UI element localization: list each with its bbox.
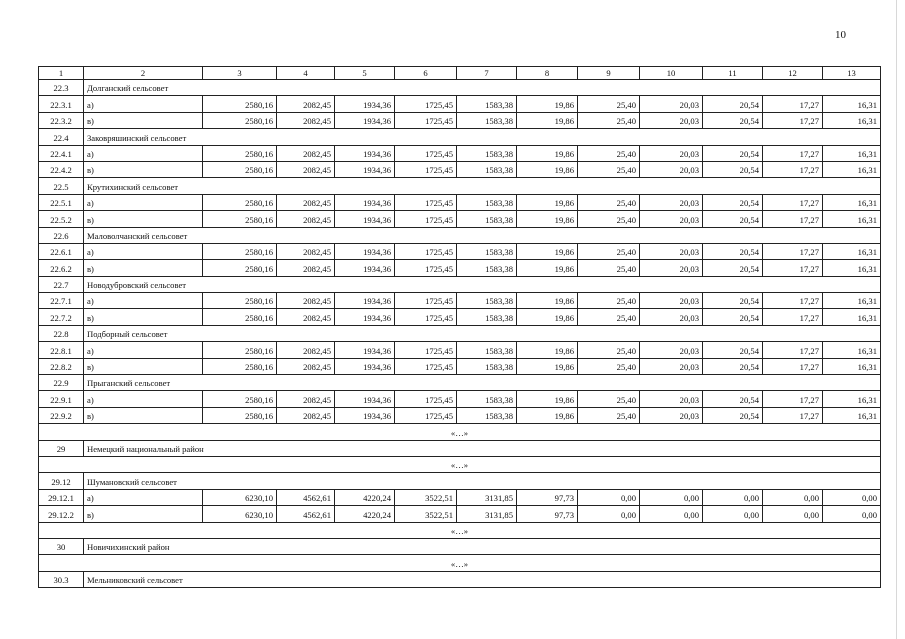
value-cell: 17,27 xyxy=(763,260,823,276)
value-cell: 19,86 xyxy=(517,112,578,128)
section-title: Заковряшинский сельсовет xyxy=(84,129,881,145)
value-cell: 1583,38 xyxy=(457,112,517,128)
value-cell: 2580,16 xyxy=(203,112,277,128)
value-cell: 2580,16 xyxy=(203,293,277,309)
omission-mark: «…» xyxy=(39,456,881,472)
value-cell: 17,27 xyxy=(763,161,823,177)
table-row xyxy=(39,112,881,128)
value-cell: 17,27 xyxy=(763,309,823,325)
row-mark: в) xyxy=(84,260,203,276)
value-cell: 0,00 xyxy=(763,506,823,522)
value-cell: 1583,38 xyxy=(457,342,517,358)
value-cell: 25,40 xyxy=(578,96,640,112)
row-code: 22.3.1 xyxy=(39,96,84,112)
value-cell: 2082,45 xyxy=(277,145,335,161)
value-cell: 3131,85 xyxy=(457,506,517,522)
value-cell: 1583,38 xyxy=(457,407,517,423)
value-cell: 25,40 xyxy=(578,243,640,259)
value-cell: 2082,45 xyxy=(277,407,335,423)
value-cell: 19,86 xyxy=(517,211,578,227)
value-cell: 17,27 xyxy=(763,194,823,210)
table-row xyxy=(39,96,881,112)
value-cell: 20,03 xyxy=(640,145,703,161)
omission-mark: «…» xyxy=(39,522,881,538)
value-cell: 1934,36 xyxy=(335,112,395,128)
value-cell: 19,86 xyxy=(517,407,578,423)
value-cell: 1725,45 xyxy=(395,260,457,276)
value-cell: 1583,38 xyxy=(457,260,517,276)
column-number-2: 2 xyxy=(84,67,203,80)
value-cell: 20,54 xyxy=(703,407,763,423)
value-cell: 1725,45 xyxy=(395,293,457,309)
section-row xyxy=(39,178,881,194)
omission-mark: «…» xyxy=(39,424,881,440)
row-code: 22.9.1 xyxy=(39,391,84,407)
value-cell: 1934,36 xyxy=(335,211,395,227)
value-cell: 3131,85 xyxy=(457,489,517,505)
section-title: Новодубровский сельсовет xyxy=(84,276,881,292)
value-cell: 0,00 xyxy=(578,506,640,522)
value-cell: 2082,45 xyxy=(277,96,335,112)
row-code: 22.6.1 xyxy=(39,243,84,259)
value-cell: 20,03 xyxy=(640,260,703,276)
value-cell: 0,00 xyxy=(763,489,823,505)
row-code: 22.4.2 xyxy=(39,161,84,177)
column-number-8: 8 xyxy=(517,67,578,80)
value-cell: 0,00 xyxy=(703,489,763,505)
value-cell: 20,54 xyxy=(703,309,763,325)
value-cell: 1934,36 xyxy=(335,407,395,423)
section-row xyxy=(39,473,881,489)
value-cell: 1583,38 xyxy=(457,145,517,161)
value-cell: 19,86 xyxy=(517,161,578,177)
value-cell: 2580,16 xyxy=(203,309,277,325)
value-cell: 25,40 xyxy=(578,211,640,227)
value-cell: 1725,45 xyxy=(395,112,457,128)
value-cell: 20,54 xyxy=(703,161,763,177)
column-number-11: 11 xyxy=(703,67,763,80)
value-cell: 20,54 xyxy=(703,211,763,227)
column-number-12: 12 xyxy=(763,67,823,80)
value-cell: 20,03 xyxy=(640,96,703,112)
row-mark: в) xyxy=(84,309,203,325)
value-cell: 1583,38 xyxy=(457,161,517,177)
value-cell: 1725,45 xyxy=(395,243,457,259)
row-mark: в) xyxy=(84,407,203,423)
section-title: Прыганский сельсовет xyxy=(84,375,881,391)
value-cell: 16,31 xyxy=(823,243,881,259)
row-mark: в) xyxy=(84,161,203,177)
value-cell: 1934,36 xyxy=(335,358,395,374)
value-cell: 2580,16 xyxy=(203,161,277,177)
section-code: 29.12 xyxy=(39,473,84,489)
row-code: 22.8.1 xyxy=(39,342,84,358)
value-cell: 1934,36 xyxy=(335,96,395,112)
value-cell: 25,40 xyxy=(578,293,640,309)
value-cell: 20,03 xyxy=(640,358,703,374)
row-mark: а) xyxy=(84,342,203,358)
row-code: 22.5.2 xyxy=(39,211,84,227)
value-cell: 25,40 xyxy=(578,112,640,128)
section-title: Новичихинский район xyxy=(84,538,881,554)
table-row xyxy=(39,489,881,505)
value-cell: 0,00 xyxy=(640,489,703,505)
value-cell: 25,40 xyxy=(578,407,640,423)
table-body xyxy=(39,67,881,588)
value-cell: 16,31 xyxy=(823,358,881,374)
column-number-4: 4 xyxy=(277,67,335,80)
value-cell: 20,54 xyxy=(703,391,763,407)
value-cell: 17,27 xyxy=(763,293,823,309)
value-cell: 20,54 xyxy=(703,260,763,276)
row-mark: в) xyxy=(84,506,203,522)
row-mark: в) xyxy=(84,112,203,128)
value-cell: 1583,38 xyxy=(457,211,517,227)
table-row xyxy=(39,211,881,227)
table-row xyxy=(39,358,881,374)
value-cell: 1934,36 xyxy=(335,161,395,177)
value-cell: 20,54 xyxy=(703,194,763,210)
value-cell: 20,54 xyxy=(703,145,763,161)
section-row xyxy=(39,375,881,391)
row-mark: а) xyxy=(84,96,203,112)
value-cell: 25,40 xyxy=(578,145,640,161)
value-cell: 17,27 xyxy=(763,211,823,227)
column-number-6: 6 xyxy=(395,67,457,80)
value-cell: 3522,51 xyxy=(395,506,457,522)
section-title: Крутихинский сельсовет xyxy=(84,178,881,194)
value-cell: 1725,45 xyxy=(395,161,457,177)
value-cell: 19,86 xyxy=(517,309,578,325)
value-cell: 2082,45 xyxy=(277,358,335,374)
value-cell: 16,31 xyxy=(823,96,881,112)
column-number-3: 3 xyxy=(203,67,277,80)
value-cell: 1583,38 xyxy=(457,194,517,210)
value-cell: 16,31 xyxy=(823,145,881,161)
row-code: 29.12.2 xyxy=(39,506,84,522)
section-row xyxy=(39,440,881,456)
value-cell: 1583,38 xyxy=(457,391,517,407)
value-cell: 4220,24 xyxy=(335,489,395,505)
row-code: 22.5.1 xyxy=(39,194,84,210)
value-cell: 0,00 xyxy=(578,489,640,505)
value-cell: 4220,24 xyxy=(335,506,395,522)
value-cell: 2082,45 xyxy=(277,260,335,276)
value-cell: 0,00 xyxy=(823,489,881,505)
column-number-1: 1 xyxy=(39,67,84,80)
section-code: 22.3 xyxy=(39,80,84,96)
value-cell: 17,27 xyxy=(763,391,823,407)
table-row xyxy=(39,309,881,325)
value-cell: 20,54 xyxy=(703,358,763,374)
value-cell: 20,03 xyxy=(640,194,703,210)
value-cell: 2580,16 xyxy=(203,243,277,259)
value-cell: 16,31 xyxy=(823,407,881,423)
table-row xyxy=(39,243,881,259)
table-row xyxy=(39,293,881,309)
value-cell: 20,03 xyxy=(640,211,703,227)
section-title: Мельниковский сельсовет xyxy=(84,571,881,587)
value-cell: 16,31 xyxy=(823,309,881,325)
section-row xyxy=(39,227,881,243)
column-number-9: 9 xyxy=(578,67,640,80)
row-mark: а) xyxy=(84,243,203,259)
value-cell: 1725,45 xyxy=(395,358,457,374)
value-cell: 19,86 xyxy=(517,391,578,407)
section-code: 29 xyxy=(39,440,84,456)
value-cell: 3522,51 xyxy=(395,489,457,505)
value-cell: 20,03 xyxy=(640,161,703,177)
section-title: Подборный сельсовет xyxy=(84,325,881,341)
section-row xyxy=(39,129,881,145)
value-cell: 97,73 xyxy=(517,506,578,522)
value-cell: 2082,45 xyxy=(277,342,335,358)
row-code: 22.9.2 xyxy=(39,407,84,423)
value-cell: 16,31 xyxy=(823,211,881,227)
row-mark: а) xyxy=(84,194,203,210)
table-row xyxy=(39,260,881,276)
value-cell: 2580,16 xyxy=(203,260,277,276)
value-cell: 97,73 xyxy=(517,489,578,505)
value-cell: 0,00 xyxy=(640,506,703,522)
value-cell: 2580,16 xyxy=(203,342,277,358)
row-code: 22.8.2 xyxy=(39,358,84,374)
value-cell: 1725,45 xyxy=(395,194,457,210)
value-cell: 1934,36 xyxy=(335,293,395,309)
value-cell: 20,03 xyxy=(640,112,703,128)
value-cell: 1583,38 xyxy=(457,358,517,374)
value-cell: 20,03 xyxy=(640,309,703,325)
row-mark: в) xyxy=(84,358,203,374)
value-cell: 20,03 xyxy=(640,243,703,259)
value-cell: 25,40 xyxy=(578,260,640,276)
value-cell: 16,31 xyxy=(823,260,881,276)
value-cell: 25,40 xyxy=(578,309,640,325)
value-cell: 0,00 xyxy=(823,506,881,522)
table-row xyxy=(39,391,881,407)
value-cell: 1934,36 xyxy=(335,309,395,325)
value-cell: 1583,38 xyxy=(457,96,517,112)
table-row xyxy=(39,407,881,423)
section-code: 22.6 xyxy=(39,227,84,243)
section-code: 22.9 xyxy=(39,375,84,391)
value-cell: 17,27 xyxy=(763,96,823,112)
value-cell: 4562,61 xyxy=(277,489,335,505)
row-code: 22.3.2 xyxy=(39,112,84,128)
table-row xyxy=(39,506,881,522)
value-cell: 25,40 xyxy=(578,391,640,407)
value-cell: 1934,36 xyxy=(335,391,395,407)
value-cell: 19,86 xyxy=(517,260,578,276)
section-code: 30 xyxy=(39,538,84,554)
value-cell: 1725,45 xyxy=(395,145,457,161)
section-code: 30.3 xyxy=(39,571,84,587)
value-cell: 1583,38 xyxy=(457,293,517,309)
omission-row xyxy=(39,456,881,472)
value-cell: 1725,45 xyxy=(395,391,457,407)
omission-row xyxy=(39,555,881,571)
value-cell: 2082,45 xyxy=(277,211,335,227)
section-title: Долганский сельсовет xyxy=(84,80,881,96)
omission-row xyxy=(39,424,881,440)
table-row xyxy=(39,342,881,358)
row-code: 22.6.2 xyxy=(39,260,84,276)
value-cell: 2082,45 xyxy=(277,194,335,210)
value-cell: 16,31 xyxy=(823,112,881,128)
value-cell: 17,27 xyxy=(763,112,823,128)
value-cell: 1934,36 xyxy=(335,243,395,259)
row-code: 29.12.1 xyxy=(39,489,84,505)
value-cell: 17,27 xyxy=(763,145,823,161)
value-cell: 1934,36 xyxy=(335,260,395,276)
value-cell: 1725,45 xyxy=(395,96,457,112)
value-cell: 2082,45 xyxy=(277,161,335,177)
row-code: 22.7.1 xyxy=(39,293,84,309)
value-cell: 20,03 xyxy=(640,391,703,407)
value-cell: 20,03 xyxy=(640,342,703,358)
value-cell: 25,40 xyxy=(578,194,640,210)
value-cell: 19,86 xyxy=(517,342,578,358)
section-code: 22.7 xyxy=(39,276,84,292)
value-cell: 17,27 xyxy=(763,358,823,374)
value-cell: 17,27 xyxy=(763,342,823,358)
section-row xyxy=(39,571,881,587)
row-mark: а) xyxy=(84,145,203,161)
value-cell: 2580,16 xyxy=(203,391,277,407)
value-cell: 19,86 xyxy=(517,243,578,259)
value-cell: 19,86 xyxy=(517,145,578,161)
value-cell: 1725,45 xyxy=(395,211,457,227)
value-cell: 20,03 xyxy=(640,407,703,423)
row-mark: а) xyxy=(84,489,203,505)
value-cell: 2580,16 xyxy=(203,211,277,227)
section-row xyxy=(39,325,881,341)
value-cell: 4562,61 xyxy=(277,506,335,522)
value-cell: 1583,38 xyxy=(457,309,517,325)
tariff-table xyxy=(38,66,881,588)
row-mark: а) xyxy=(84,391,203,407)
value-cell: 1934,36 xyxy=(335,194,395,210)
section-title: Шумановский сельсовет xyxy=(84,473,881,489)
value-cell: 2580,16 xyxy=(203,145,277,161)
section-code: 22.8 xyxy=(39,325,84,341)
value-cell: 1583,38 xyxy=(457,243,517,259)
section-title: Маловолчанский сельсовет xyxy=(84,227,881,243)
value-cell: 2082,45 xyxy=(277,112,335,128)
section-row xyxy=(39,80,881,96)
value-cell: 20,54 xyxy=(703,112,763,128)
value-cell: 20,54 xyxy=(703,96,763,112)
value-cell: 2082,45 xyxy=(277,309,335,325)
value-cell: 17,27 xyxy=(763,243,823,259)
column-number-10: 10 xyxy=(640,67,703,80)
value-cell: 1725,45 xyxy=(395,407,457,423)
value-cell: 0,00 xyxy=(703,506,763,522)
row-mark: а) xyxy=(84,293,203,309)
value-cell: 25,40 xyxy=(578,358,640,374)
value-cell: 1725,45 xyxy=(395,342,457,358)
section-row xyxy=(39,538,881,554)
value-cell: 19,86 xyxy=(517,293,578,309)
value-cell: 20,54 xyxy=(703,243,763,259)
column-number-5: 5 xyxy=(335,67,395,80)
table-row xyxy=(39,194,881,210)
value-cell: 19,86 xyxy=(517,194,578,210)
value-cell: 25,40 xyxy=(578,342,640,358)
value-cell: 2580,16 xyxy=(203,358,277,374)
value-cell: 2580,16 xyxy=(203,407,277,423)
value-cell: 2082,45 xyxy=(277,243,335,259)
page-edge-line xyxy=(896,0,897,639)
value-cell: 20,54 xyxy=(703,342,763,358)
value-cell: 17,27 xyxy=(763,407,823,423)
value-cell: 20,03 xyxy=(640,293,703,309)
column-number-13: 13 xyxy=(823,67,881,80)
omission-row xyxy=(39,522,881,538)
value-cell: 2580,16 xyxy=(203,194,277,210)
value-cell: 6230,10 xyxy=(203,506,277,522)
omission-mark: «…» xyxy=(39,555,881,571)
table-row xyxy=(39,161,881,177)
row-code: 22.4.1 xyxy=(39,145,84,161)
value-cell: 1725,45 xyxy=(395,309,457,325)
value-cell: 25,40 xyxy=(578,161,640,177)
column-number-row xyxy=(39,67,881,80)
column-number-7: 7 xyxy=(457,67,517,80)
table-row xyxy=(39,145,881,161)
value-cell: 16,31 xyxy=(823,391,881,407)
value-cell: 19,86 xyxy=(517,358,578,374)
row-mark: в) xyxy=(84,211,203,227)
value-cell: 1934,36 xyxy=(335,145,395,161)
section-code: 22.5 xyxy=(39,178,84,194)
value-cell: 16,31 xyxy=(823,293,881,309)
value-cell: 16,31 xyxy=(823,342,881,358)
section-row xyxy=(39,276,881,292)
value-cell: 20,54 xyxy=(703,293,763,309)
value-cell: 16,31 xyxy=(823,161,881,177)
value-cell: 6230,10 xyxy=(203,489,277,505)
row-code: 22.7.2 xyxy=(39,309,84,325)
value-cell: 19,86 xyxy=(517,96,578,112)
value-cell: 2082,45 xyxy=(277,391,335,407)
section-code: 22.4 xyxy=(39,129,84,145)
value-cell: 2082,45 xyxy=(277,293,335,309)
value-cell: 16,31 xyxy=(823,194,881,210)
value-cell: 2580,16 xyxy=(203,96,277,112)
page-number: 10 xyxy=(835,29,846,41)
section-title: Немецкий национальный район xyxy=(84,440,881,456)
value-cell: 1934,36 xyxy=(335,342,395,358)
